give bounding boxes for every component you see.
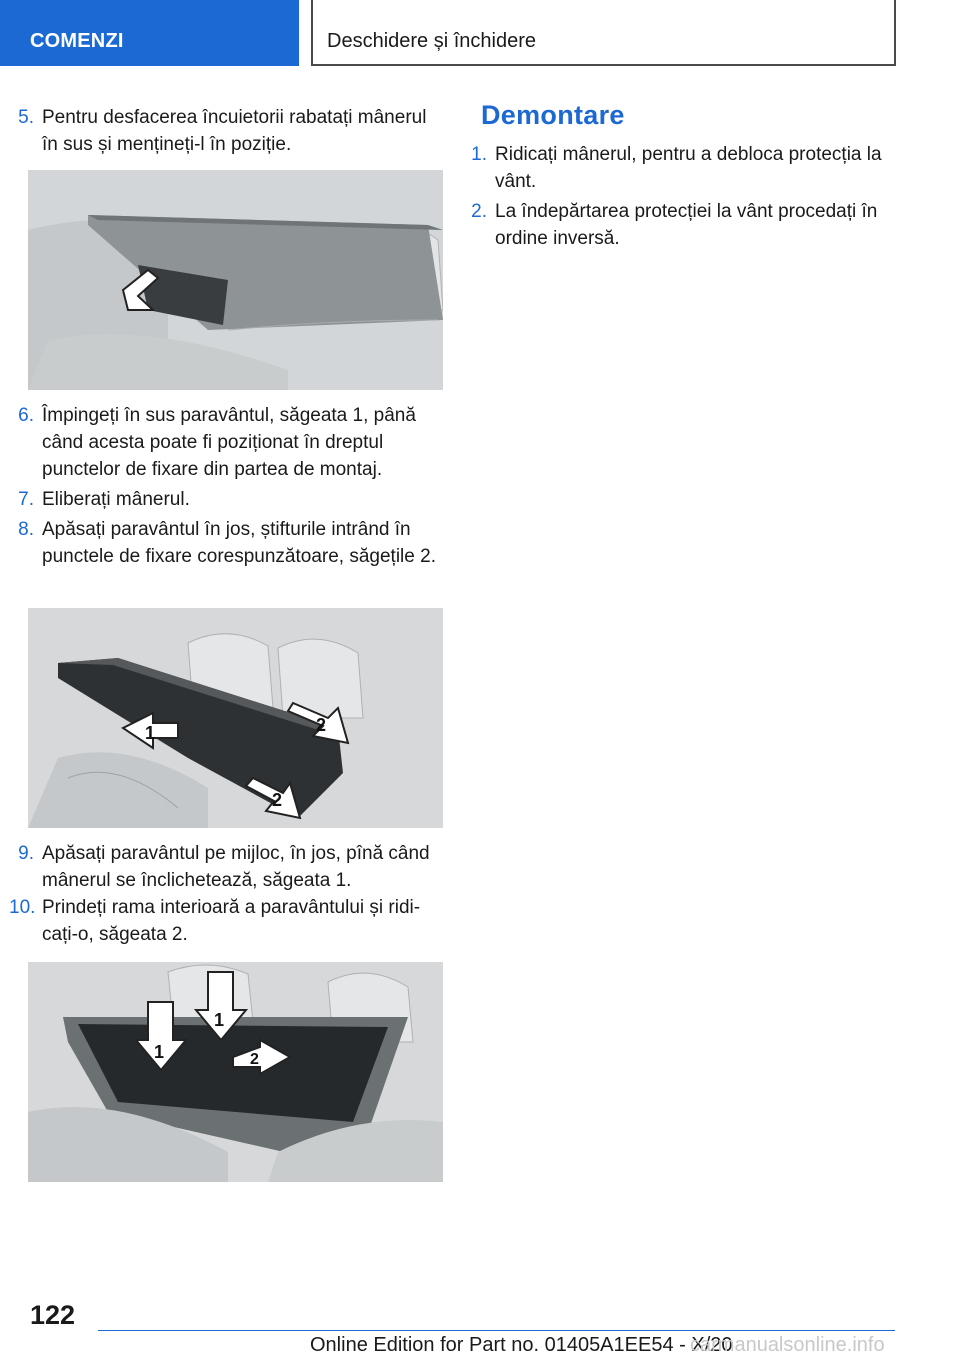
figure-label-2b: 2 (272, 790, 283, 810)
figure-illustration (28, 608, 443, 828)
figure-illustration (28, 962, 443, 1182)
figure-illustration (28, 170, 443, 390)
figure-label-2: 2 (250, 1051, 259, 1068)
step-text: Apăsați paravântul în jos, știfturile intrând în punctele de fixare corespunzătoare, săgețile 2. (42, 519, 436, 567)
step-text: Împingeți în sus paravântul, săgeata 1, până când acesta poate fi poziționat în dreptul punctelor de fixare din partea de montaj. (42, 405, 416, 480)
step-number: 9. (18, 843, 34, 864)
footer-watermark: carmanualsonline.info (690, 1334, 885, 1356)
step-number: 2. (471, 201, 487, 222)
figure-label-1b: 1 (214, 1010, 225, 1030)
step-number: 7. (18, 489, 34, 510)
page-number: 122 (30, 1300, 76, 1330)
chapter-title: Deschidere și închidere (327, 30, 536, 52)
step-7 (9, 486, 447, 513)
step-text: Prindeți rama interioară a paravântului și ridicați-o, săgeata 2. (42, 897, 421, 945)
figure-windscreen-lock (28, 962, 443, 1182)
step-8 (9, 516, 447, 570)
step-10 (9, 894, 447, 948)
section-tab[interactable] (0, 0, 299, 66)
step-6 (9, 402, 447, 483)
section-title: COMENZI (30, 30, 124, 52)
footer-edition: Online Edition for Part no. 01405A1EE54 - X/20 (310, 1334, 733, 1356)
figure-label-1: 1 (145, 723, 156, 743)
step-number: 1. (471, 144, 487, 165)
step-9 (9, 840, 447, 894)
step-1 (462, 141, 900, 195)
step-number: 10. (9, 897, 36, 918)
step-number: 6. (18, 405, 34, 426)
section-heading: Demontare (481, 100, 625, 130)
figure-handle-unlock (28, 170, 443, 390)
chapter-tab[interactable] (311, 0, 896, 66)
figure-windscreen-position (28, 608, 443, 828)
step-text: Apăsați paravântul pe mijloc, în jos, pînă când mânerul se înclichetează, săgeata 1. (42, 843, 430, 891)
step-5 (9, 104, 447, 158)
step-text: Pentru desfacerea încuietorii rabatați mânerul în sus și mențineți-l în poziție. (42, 107, 427, 155)
step-2 (462, 198, 900, 252)
step-text: Ridicați mânerul, pentru a debloca protecția la vânt. (495, 144, 882, 192)
step-number: 5. (18, 107, 34, 128)
step-number: 8. (18, 519, 34, 540)
figure-label-2a: 2 (316, 715, 327, 735)
figure-label-1a: 1 (154, 1042, 165, 1062)
step-text: La îndepărtarea protecției la vânt procedați în ordine inversă. (495, 201, 878, 249)
step-text: Eliberați mânerul. (42, 489, 190, 510)
footer-divider (98, 1330, 895, 1331)
